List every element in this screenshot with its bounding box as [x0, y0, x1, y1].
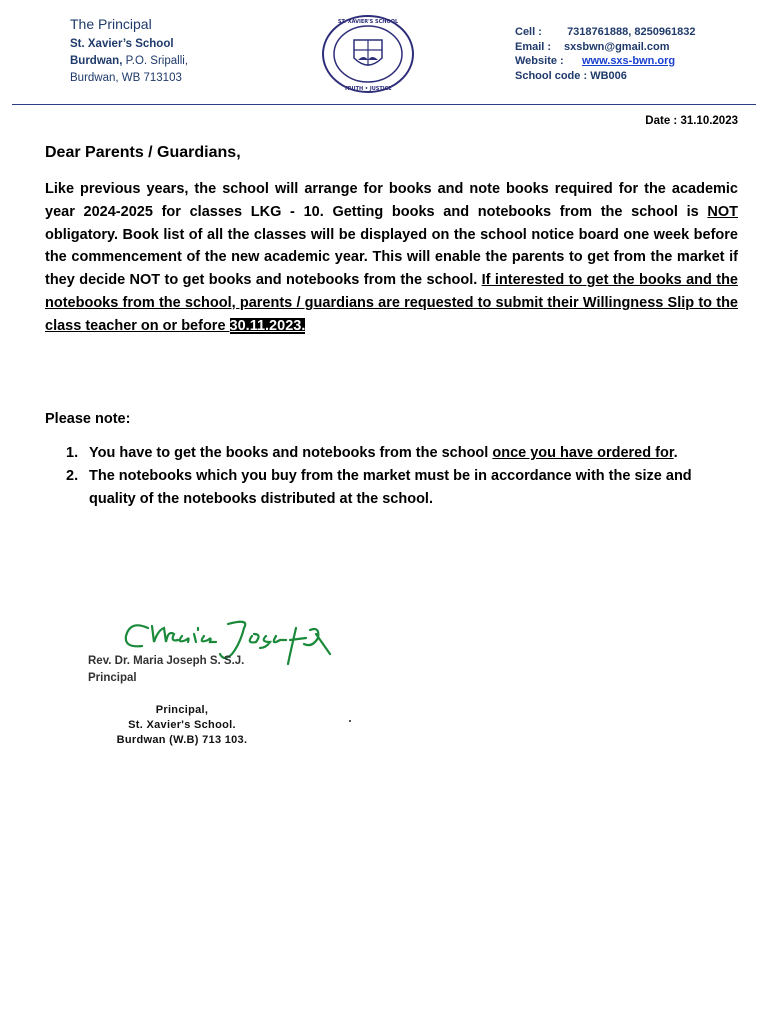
list-item-underlined: once you have ordered for	[492, 445, 674, 461]
stamp-line-2: St. Xavier's School.	[128, 719, 236, 731]
website-link[interactable]: www.sxs-bwn.org	[582, 55, 676, 67]
body-text-1: Like previous years, the school will arrange for books and note books required for the academic year 2024-2025 for classes LKG - 10. Getting books and notebooks from the school is	[45, 181, 738, 220]
deadline-date: 30.11.2023.	[229, 317, 306, 334]
email-label: Email :	[515, 40, 552, 53]
body-paragraph	[45, 178, 738, 338]
email-value: sxsbwn@gmail.com	[564, 40, 670, 53]
stamp-line-3: Burdwan (W.B) 713 103.	[116, 734, 248, 746]
list-item	[66, 465, 738, 511]
list-item-number: 2.	[66, 467, 79, 484]
list-item-text: You have to get the books and notebooks from the school	[89, 445, 493, 461]
svg-text:ST. XAVIER'S SCHOOL: ST. XAVIER'S SCHOOL	[337, 19, 399, 25]
header-divider	[12, 104, 756, 105]
website-row	[515, 54, 696, 69]
address-line-1	[70, 53, 188, 70]
signatory-role: Principal	[88, 672, 137, 684]
list-item-text: The notebooks which you buy from the market must be in accordance with the size and quality of the notebooks distributed at the school.	[89, 467, 692, 507]
contact-block	[515, 25, 696, 83]
school-code-row	[515, 69, 696, 84]
address-po: P.O. Sripalli,	[122, 55, 189, 67]
cell-label: Cell :	[515, 26, 542, 38]
sender-title: The Principal	[70, 16, 152, 32]
address-line-2: Burdwan, WB 713103	[70, 72, 182, 84]
signatory-name: Rev. Dr. Maria Joseph S. S.J.	[88, 655, 245, 667]
school-code-label: School code :	[515, 69, 588, 82]
email-row	[515, 40, 696, 55]
address-city: Burdwan,	[70, 55, 123, 67]
school-crest-logo	[320, 14, 416, 94]
list-item	[66, 442, 738, 465]
school-name: St. Xavier’s School	[70, 38, 174, 50]
list-item-tail: .	[673, 445, 678, 461]
salutation: Dear Parents / Guardians,	[45, 144, 241, 161]
stamp-line-1: Principal,	[155, 704, 209, 716]
official-stamp	[92, 703, 272, 748]
letter-date: Date : 31.10.2023	[645, 115, 738, 127]
ink-speck	[349, 720, 351, 722]
website-label: Website :	[515, 55, 564, 67]
svg-text:TRUTH • JUSTICE: TRUTH • JUSTICE	[344, 86, 392, 92]
sender-block	[70, 16, 188, 87]
please-note-heading: Please note:	[45, 411, 131, 427]
signatory-block	[88, 653, 244, 687]
not-emphasis: NOT	[707, 203, 738, 220]
cell-value: 7318761888, 8250961832	[567, 26, 696, 38]
notes-list	[66, 442, 738, 510]
school-code-value: WB006	[590, 69, 627, 82]
body-request-text: If interested to get the books and the notebooks from the school, parents / guardians are requested to submit their Willingness Slip to the class teacher on or before	[45, 272, 738, 334]
cell-row	[515, 25, 696, 40]
body-text-2: obligatory. Book list of all the classes will be displayed on the school notice board one week before the commencement of the new academic year. This will enable the parents to get from the market if they decide NOT to get books and notebooks from the school.	[45, 226, 738, 289]
list-item-number: 1.	[66, 445, 79, 461]
